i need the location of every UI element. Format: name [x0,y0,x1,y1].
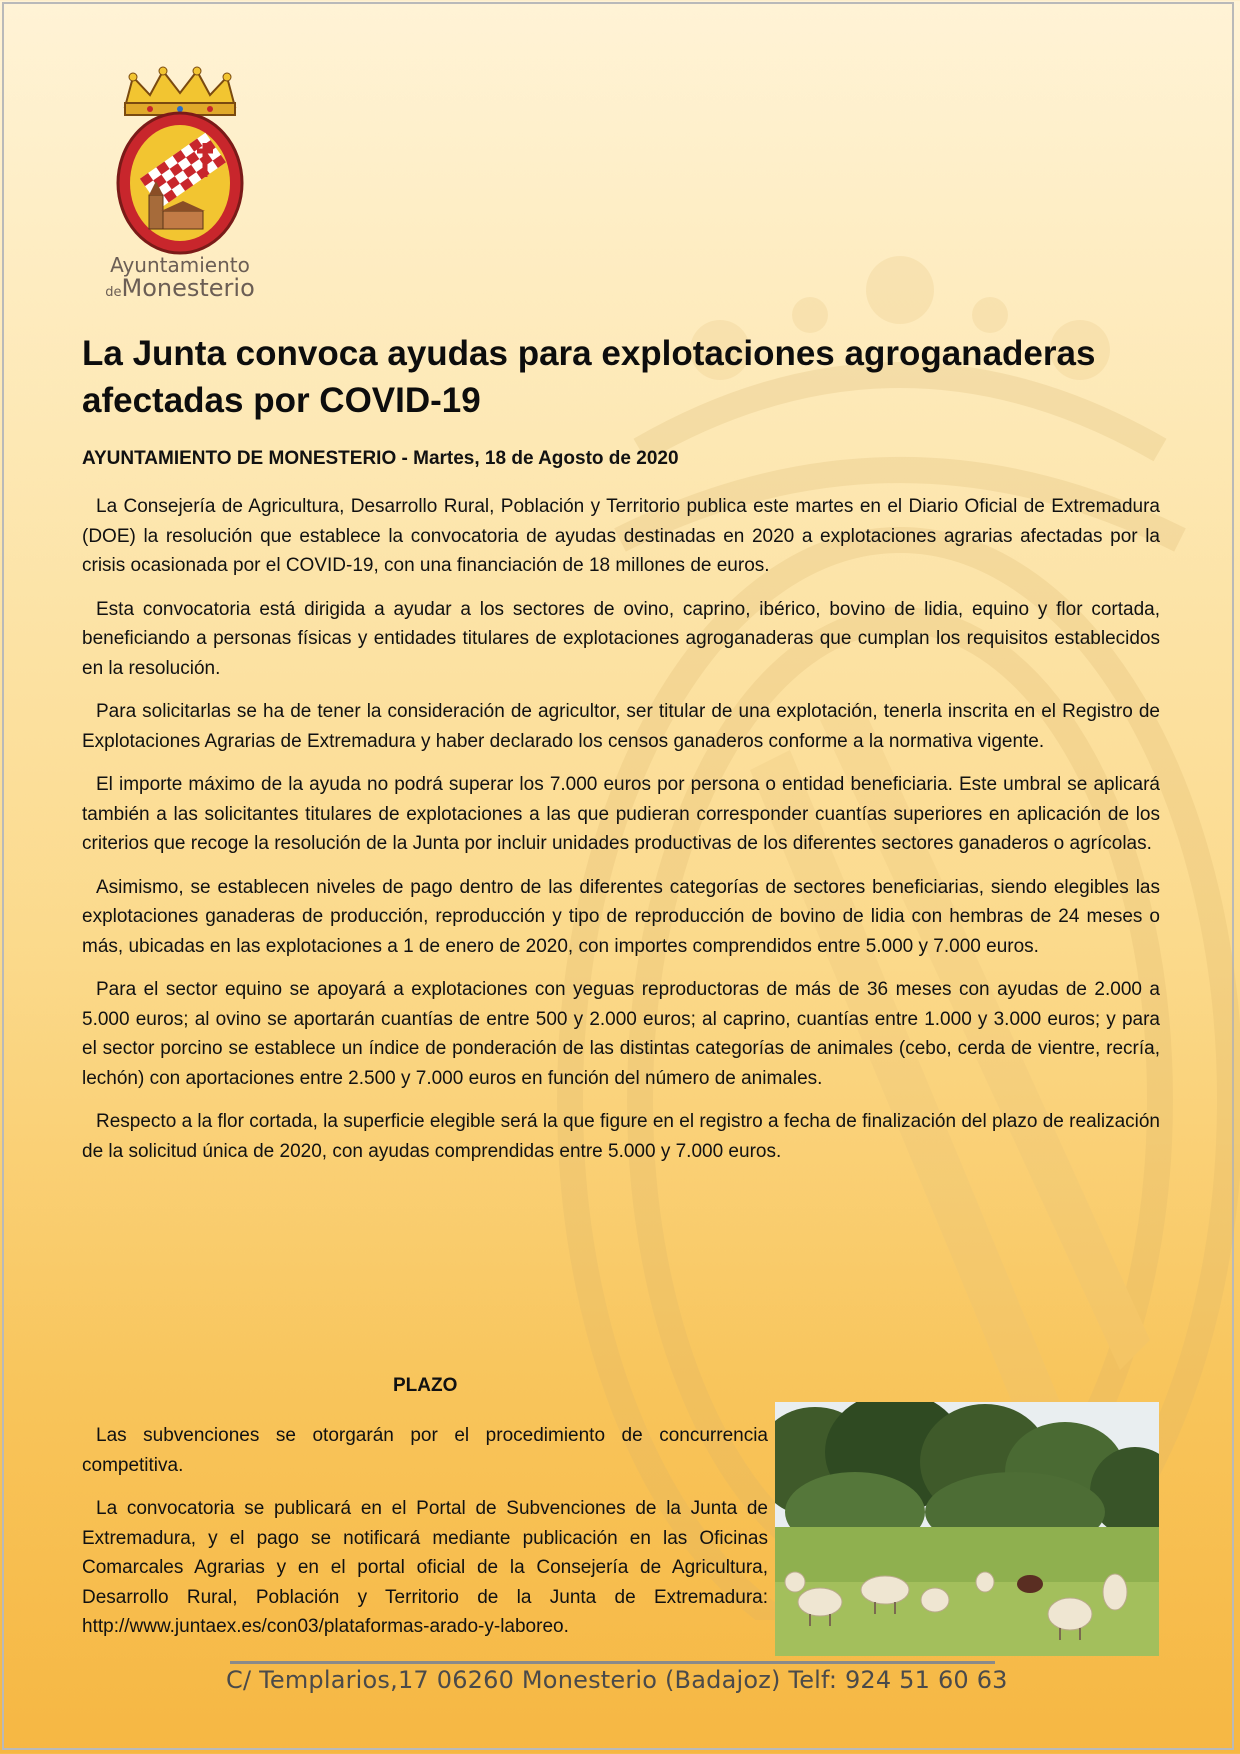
crest-caption-town: Monesterio [121,274,255,302]
article-paragraph: Asimismo, se establecen niveles de pago dentro de las diferentes categorías de sectores beneficiarias, siendo elegibles las explotaciones ganaderas de producción, reproducción y tipo de reproducción de bovino de lidia con hembras de 24 meses o más, ubicadas en las explotaciones a 1 de enero de 2020, con importes comprendidos entre 5.000 y 7.000 euros. [82,876,1160,957]
plazo-heading: PLAZO [393,1375,458,1396]
footer-rule [230,1661,995,1664]
article-title: La Junta convoca ayudas para explotaciones agroganaderas afectadas por COVID-19 [82,334,1096,420]
article-paragraph: Para el sector equino se apoyará a explotaciones con yeguas reproductoras de más de 36 meses con ayudas de 2.000 a 5.000 euros; al ovino se aportarán cuantías de entre 500 y 2.000 euros; al caprino, cuantías entre 1.000 y 3.000 euros; y para el sector porcino se establece un índice de ponderación de las distintas categorías de animales (cebo, cerda de vientre, recría, lechón) con aportaciones entre 2.500 y 7.000 euros en función del número de animales. [82,979,1160,1089]
crest-caption [100,255,260,300]
article-paragraph: Esta convocatoria está dirigida a ayudar a los sectores de ovino, caprino, ibérico, bovino de lidia, equino y flor cortada, beneficiando a personas físicas y entidades titulares de explotaciones agroganaderas que cumplan los requisitos establecidos en la resolución. [82,598,1160,679]
plazo-paragraph: La convocatoria se publicará en el Portal de Subvenciones de la Junta de Extremadura, y el pago se notificará mediante publicación en las Oficinas Comarcales Agrarias y en el portal oficial de la Consejería de Agricultura, Desarrollo Rural, Población y Territorio de la Junta de Extremadura: http://www.juntaex.es/con03/plataformas-arado-y-laboreo. [82,1498,768,1637]
plazo-paragraph: Las subvenciones se otorgarán por el procedimiento de concurrencia competitiva. [82,1425,768,1476]
crest-caption-prefix: de [105,285,122,300]
sheep-pasture-photo [775,1402,1159,1656]
article-paragraph: El importe máximo de la ayuda no podrá superar los 7.000 euros por persona o entidad beneficiaria. Este umbral se aplicará también a las solicitantes titulares de explotaciones a las que pudieran corresponder cuantías superiores en aplicación de los criterios que recoge la resolución de la Junta por incluir unidades productivas de los diferentes sectores ganaderos o agrícolas. [82,774,1160,854]
article-paragraph: Para solicitarlas se ha de tener la consideración de agricultor, ser titular de una explotación, tenerla inscrita en el Registro de Explotaciones Agrarias de Extremadura y haber declarado los censos ganaderos conforme a la normativa vigente. [82,701,1160,752]
crest-caption-line2 [100,276,260,300]
article-paragraph: La Consejería de Agricultura, Desarrollo Rural, Población y Territorio publica este martes en el Diario Oficial de Extremadura (DOE) la resolución que establece la convocatoria de ayudas destinadas en 2020 a explotaciones agrarias afectadas por la crisis ocasionada por el COVID-19, con una financiación de 18 millones de euros. [82,496,1160,576]
article-body [82,492,1160,1180]
article-paragraph: Respecto a la flor cortada, la superficie elegible será la que figure en el registro a fecha de finalización del plazo de realización de la solicitud única de 2020, con ayudas comprendidas entre 5.000 y 7.000 euros. [82,1111,1160,1162]
article-byline: AYUNTAMIENTO DE MONESTERIO - Martes, 18 de Agosto de 2020 [82,448,679,469]
plazo-body [82,1421,768,1656]
municipal-crest-icon [105,65,255,255]
crest-caption-line1: Ayuntamiento [110,253,250,277]
footer-address: C/ Templarios,17 06260 Monesterio (Badajoz) Telf: 924 51 60 63 [226,1666,1008,1694]
